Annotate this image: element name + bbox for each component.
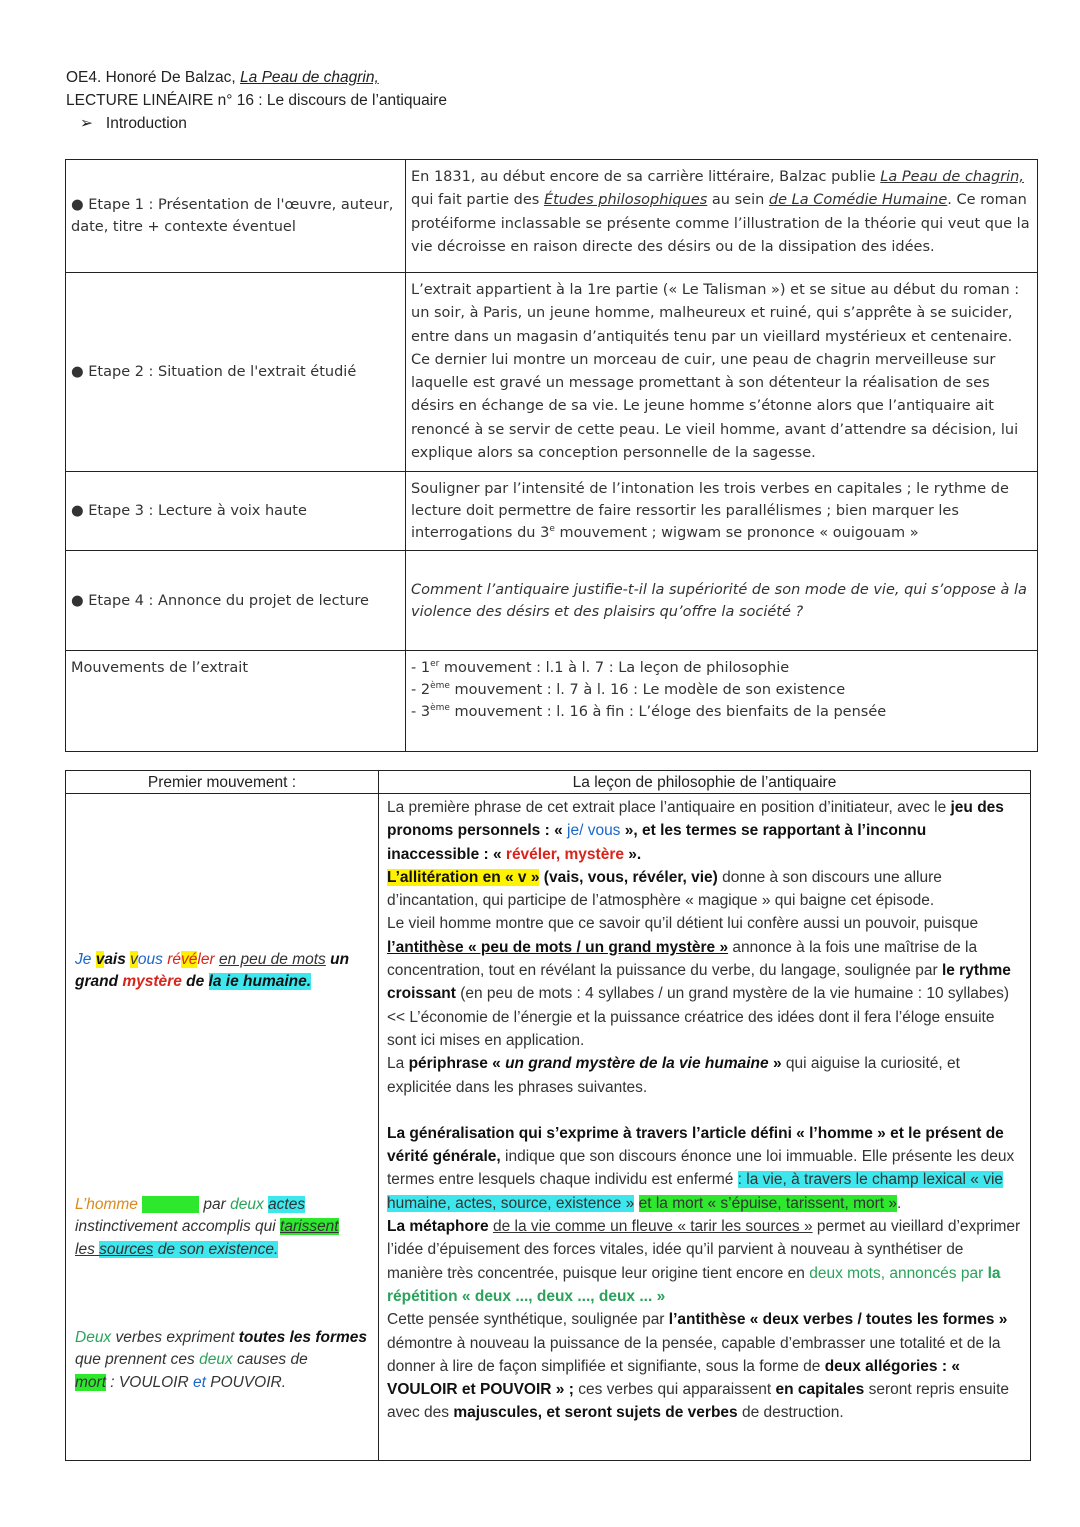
quote-1: Je vais vous révéler en peu de mots un grand mystère de la ie humaine. bbox=[75, 951, 350, 991]
paragraph-spacer bbox=[387, 1099, 1022, 1122]
analysis-paragraph: Cette pensée synthétique, soulignée par l’antithèse « deux verbes / toutes les formes » démontre à nouveau la puissance de la pensée, capable d’embrasser une totalité et de la donner à lire de façon simplifiée et signifiante, sous la forme de deux allégories : « VOULOIR et POUVOIR » ; ces verbes qui apparaissent en capitales seront repris ensuite avec des majuscules, et seront sujets de verbes de destruction. bbox=[387, 1311, 1010, 1422]
analysis-paragraph: Le vieil homme montre que ce savoir qu’il détient lui confère aussi un pouvoir, puisque l’antithèse « peu de mots / un grand mystère » annonce à la fois une maîtrise de la concentration, tout en révélant la puissance du verbe, du langage, soulignée par le rythme croissant (en peu de mots : 4 syllabes / un grand mystère de la vie humaine : 10 syllabes) bbox=[387, 915, 1011, 1003]
analysis-paragraph: << L’économie de l’énergie et la puissance créatrice des idées dont il fera l’éloge ensuite sont ici mises en application. bbox=[387, 1008, 995, 1049]
table-row bbox=[66, 160, 1038, 273]
table-row bbox=[66, 794, 1031, 1461]
step-label: ● Etape 2 : Situation de l'extrait étudié bbox=[66, 273, 406, 472]
book-title: La Peau de chagrin, bbox=[240, 69, 379, 86]
introduction-heading: ➢ Introduction bbox=[80, 115, 187, 132]
step-label: Mouvements de l’extrait bbox=[66, 651, 406, 752]
list-item: - 2ème mouvement : l. 7 à l. 16 : Le modèle de son existence bbox=[411, 681, 846, 699]
column-header-left: Premier mouvement : bbox=[66, 771, 379, 794]
introduction-table bbox=[65, 159, 1038, 752]
analysis-column bbox=[379, 794, 1031, 1461]
step-label: ● Etape 4 : Annonce du projet de lecture bbox=[66, 551, 406, 651]
table-row bbox=[66, 551, 1038, 651]
list-item: - 3ème mouvement : l. 16 à fin : L’éloge des bienfaits de la pensée bbox=[411, 703, 887, 721]
movements-list bbox=[406, 651, 1038, 752]
analysis-paragraph: La métaphore de la vie comme un fleuve « tarir les sources » permet au vieillard d’exprimer l’idée d’épuisement des forces vitales, idée qu’il parvient à nouveau à synthétiser de manière très concentrée, puisque leur origine tient encore en deux mots, annoncés par la répétition « deux ..., deux ..., deux ... » bbox=[387, 1218, 1021, 1305]
step-content: En 1831, au début encore de sa carrière littéraire, Balzac publie La Peau de chagrin, qui fait partie des Études philosophiques au sein de La Comédie Humaine. Ce roman protéiforme inclassable se présente comme l’illustration de la théorie qui veut que la vie décroisse en raison directe des désirs ou de la dissipation des idées. bbox=[406, 160, 1038, 273]
analysis-paragraph: L’allitération en « v » (vais, vous, révéler, vie) donne à son discours une allure d’incantation, qui participe de l’atmosphère « magique » qui baigne cet épisode. bbox=[387, 868, 942, 910]
analysis-paragraph: La première phrase de cet extrait place l’antiquaire en position d’initiateur, avec le jeu des pronoms personnels : « je/ vous », et les termes se rapportant à l’inconnu inaccessible : « révéler, mystère ». bbox=[387, 799, 1004, 863]
quote-2: L’homme s’épuise par deux actes instinctivement accomplis qui tarissent les sources de son existence. bbox=[75, 1196, 339, 1258]
step-content: Souligner par l’intensité de l’intonation les trois verbes en capitales ; le rythme de lecture doit permettre de faire ressortir les parallélismes ; bien marquer les interrogations du 3e mouvement ; wigwam se prononce « ouigouam » bbox=[406, 472, 1038, 551]
step-label: ● Etape 3 : Lecture à voix haute bbox=[66, 472, 406, 551]
analysis-paragraph: La généralisation qui s’exprime à travers l’article défini « l’homme » et le présent de vérité générale, indique que son discours énonce une loi immuable. Elle présente les deux termes entre lesquels chaque individu est enfermé : la vie, à travers le champ lexical « vie humaine, actes, source, existence » et la mort « s’épuise, tarissent, mort ». bbox=[387, 1124, 1015, 1212]
step-label: ● Etape 1 : Présentation de l'œuvre, auteur, date, titre + contexte éventuel bbox=[66, 160, 406, 273]
reading-question: Comment l’antiquaire justifie-t-il la supériorité de son mode de vie, qui s’oppose à la violence des désirs et des plaisirs qu’offre la société ? bbox=[406, 551, 1038, 651]
column-header-right: La leçon de philosophie de l’antiquaire bbox=[379, 771, 1031, 794]
table-row bbox=[66, 651, 1038, 752]
arrow-bullet-icon: ➢ bbox=[80, 115, 93, 132]
step-content: L’extrait appartient à la 1re partie (« Le Talisman ») et se situe au début du roman : un soir, à Paris, un jeune homme, malheureux et ruiné, qui s’apprête à se suicider, entre dans un magasin d’antiquités tenu par un vieillard mystérieux et centenaire. Ce dernier lui montre un morceau de cuir, une peau de chagrin merveilleuse sur laquelle est gravé un message promettant à son détenteur la réalisation de ses désirs en échange de sa vie. Le jeune homme s’étonne alors que l’antiquaire ait renoncé à se servir de cette peau. Le vieil homme, avant d’attendre sa décision, lui explique alors sa conception personnelle de la sagesse. bbox=[406, 273, 1038, 472]
quotes-column bbox=[66, 794, 379, 1461]
lecture-title: LECTURE LINÉAIRE n° 16 : Le discours de l’antiquaire bbox=[66, 92, 447, 109]
analysis-paragraph: La périphrase « un grand mystère de la vie humaine » qui aiguise la curiosité, et explicitée dans les phrases suivantes. bbox=[387, 1055, 960, 1096]
table-row bbox=[66, 273, 1038, 472]
document-header bbox=[66, 66, 447, 135]
list-item: - 1er mouvement : l.1 à l. 7 : La leçon de philosophie bbox=[411, 659, 790, 677]
table-row bbox=[66, 472, 1038, 551]
quote-3: Deux verbes expriment toutes les formes que prennent ces deux causes de mort : VOULOIR et POUVOIR. bbox=[75, 1329, 368, 1391]
document-title-line: OE4. Honoré De Balzac, La Peau de chagrin, bbox=[66, 69, 379, 86]
table-header-row bbox=[66, 771, 1031, 794]
analysis-table bbox=[65, 770, 1031, 1461]
